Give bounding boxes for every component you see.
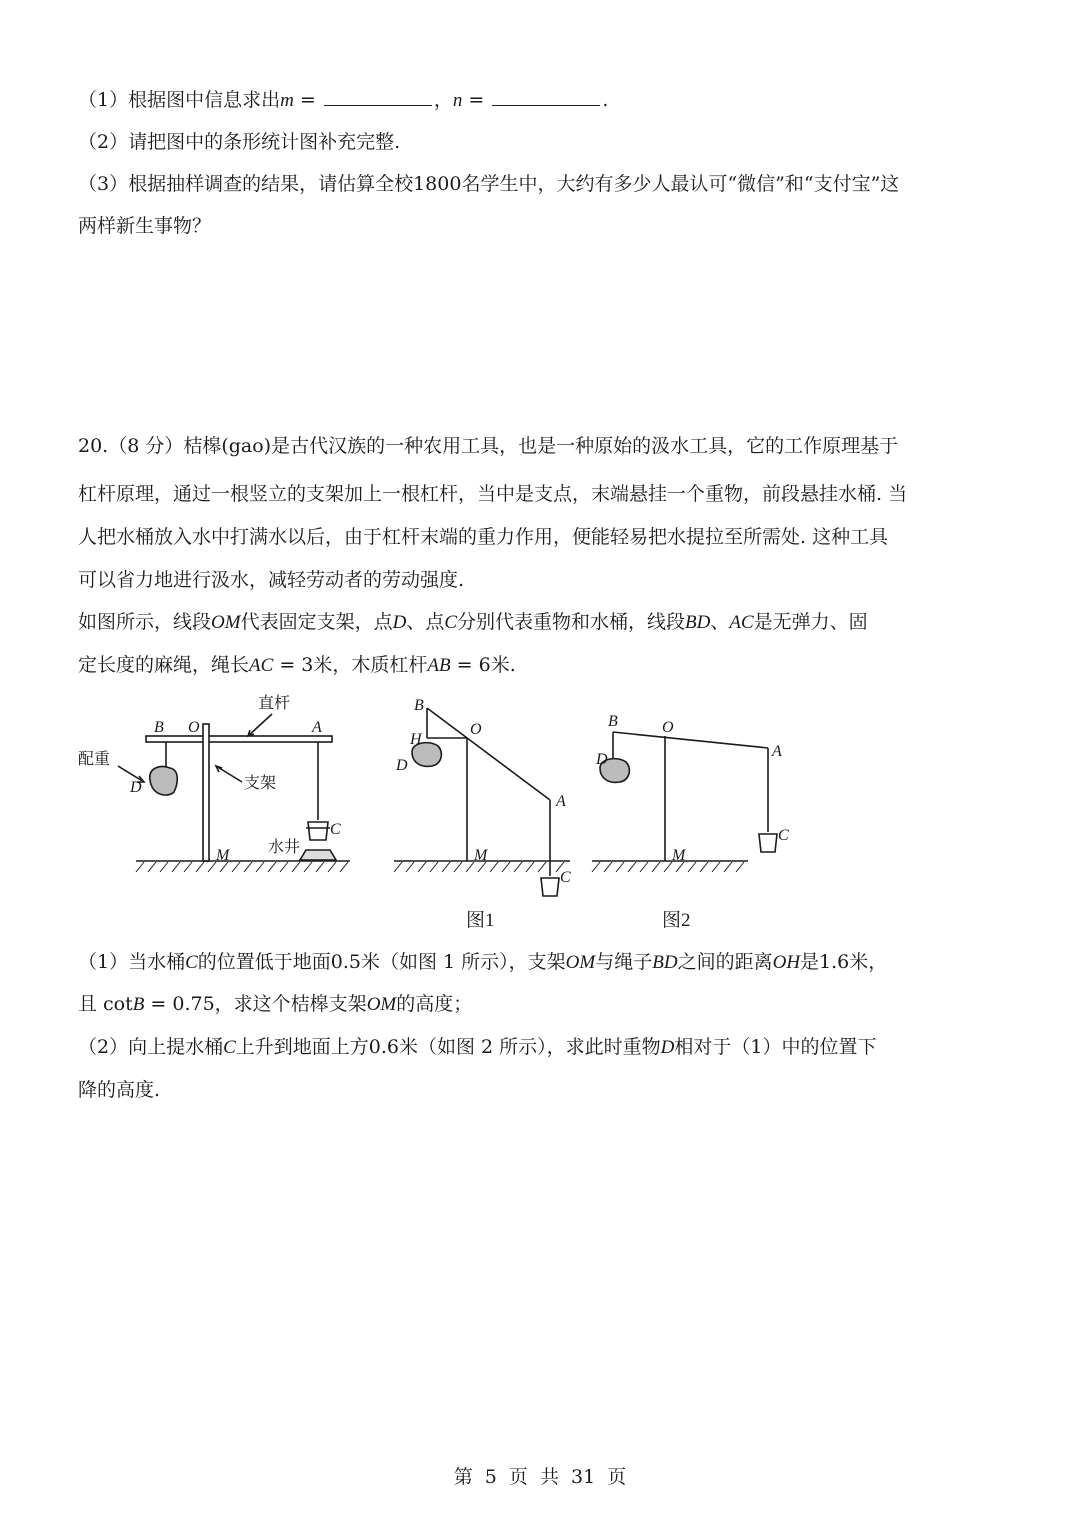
label-pole: 直杆 [258,693,291,712]
label-well: 水井 [268,837,301,856]
period: . [602,89,609,111]
label-b: B [608,713,618,730]
label-d: D [596,751,608,768]
q20-intro-line2: 杠杆原理，通过一根竖立的支架加上一根杠杆，当中是支点，末端悬挂一个重物，前段悬挂水桶. 当 [78,483,908,505]
label-b: B [414,697,424,714]
q20-intro-line3: 人把水桶放入水中打满水以后，由于杠杆末端的重力作用，便能轻易把水提拉至所需处. 这种工具 [78,526,889,548]
label-a: A [772,743,782,760]
var-m: m [280,90,294,111]
text: （2）向上提水桶 [78,1036,224,1058]
text: 之间的距离 [677,951,773,973]
text: 的高度； [396,993,473,1015]
var-d: D [392,612,407,633]
label-c: C [778,827,789,844]
var-ac: AC [729,612,754,633]
q20-sub2-line2: 降的高度. [78,1079,161,1101]
label-d: D [130,779,142,796]
well [300,850,336,860]
text: 分别代表重物和水桶，线段 [457,611,686,633]
label-m: M [474,847,488,864]
var-ac: AC [249,655,274,676]
text: = 0.75，求这个桔槔支架 [144,993,367,1015]
q19-part1 [78,86,1008,115]
label-m: M [672,847,686,864]
label-m: M [216,847,230,864]
var-b: B [132,994,145,1015]
text: = 3米，木质杠杆 [273,654,428,676]
label-d: D [396,757,408,774]
text: 相对于（1）中的位置下 [674,1036,877,1058]
text: 的位置低于地面0.5米（如图 1 所示），支架 [197,951,566,973]
q20-sub1-line2 [78,990,1008,1019]
text: 且 cot [78,993,133,1015]
q20-sub1-line1 [78,948,1008,977]
lever-ab [427,708,550,800]
bucket-c [759,834,777,852]
label-h: H [410,731,422,748]
bucket-c [308,822,328,840]
label-a: A [312,719,322,736]
text: （1）当水桶 [78,951,186,973]
frame-arrow [216,766,242,782]
text: 定长度的麻绳，绳长 [78,654,250,676]
label-b: B [154,719,164,736]
q19-part1-text: （1）根据图中信息求出 [78,89,281,111]
var-ab: AB [427,655,451,676]
text: 上升到地面上方0.6米（如图 2 所示），求此时重物 [235,1036,661,1058]
var-om: OM [565,952,596,973]
answer-blank-n[interactable] [492,87,600,106]
label-c: C [330,821,341,838]
figure-realistic [118,714,350,872]
lever-ab [613,732,768,748]
equals: = [293,89,322,111]
separator: ， [433,89,453,111]
q20-intro-line1: 20.（8 分）桔槔(gao)是古代汉族的一种农用工具，也是一种原始的汲水工具，它的工作原理基于 [78,435,899,457]
label-o: O [470,721,482,738]
label-o: O [662,719,674,736]
q19-part2: （2）请把图中的条形统计图补充完整. [78,131,401,153]
text: = 6米. [450,654,516,676]
page-footer: 第 5 页 共 31 页 [453,1466,627,1488]
text: 是无弹力、固 [753,611,868,633]
var-oh: OH [772,952,801,973]
var-bd: BD [685,612,711,633]
var-c: C [444,612,458,633]
var-om: OM [366,994,397,1015]
text: 如图所示，线段 [78,611,212,633]
bucket-c [541,878,559,896]
var-om: OM [211,612,241,633]
q20-intro-line4: 可以省力地进行汲水，减轻劳动者的劳动强度. [78,569,465,591]
caption-figure-2: 图2 [662,910,691,931]
var-c: C [223,1037,236,1058]
q20-desc-line2 [78,651,1008,680]
ground-hatch-1 [136,862,348,872]
var-d: D [660,1037,675,1058]
well-sweep-figures [0,680,1080,940]
var-bd: BD [652,952,678,973]
answer-blank-m[interactable] [324,87,432,106]
var-c: C [185,952,198,973]
var-n: n [452,90,463,111]
label-frame: 支架 [244,773,277,792]
text: 代表固定支架，点 [240,611,393,633]
label-weight: 配重 [78,749,111,768]
text: 、 [710,611,730,633]
q19-part3-line2: 两样新生事物？ [78,215,212,237]
ground-hatch-3 [592,862,744,872]
text: 、点 [406,611,445,633]
text: 与绳子 [595,951,653,973]
q20-desc-line1 [78,608,1008,637]
label-a: A [556,793,566,810]
label-o: O [188,719,200,736]
support-frame [203,724,209,861]
weight-rock [150,767,177,796]
text: 是1.6米， [800,951,888,973]
equals: = [462,89,491,111]
q20-sub2-line1 [78,1033,1008,1062]
caption-figure-1: 图1 [466,910,495,931]
q19-part3-line1: （3）根据抽样调查的结果，请估算全校1800名学生中，大约有多少人最认可“微信”和“支付宝”这 [78,173,900,195]
label-c: C [560,869,571,886]
pole-arrow [248,714,272,736]
lever-bar [146,736,332,742]
